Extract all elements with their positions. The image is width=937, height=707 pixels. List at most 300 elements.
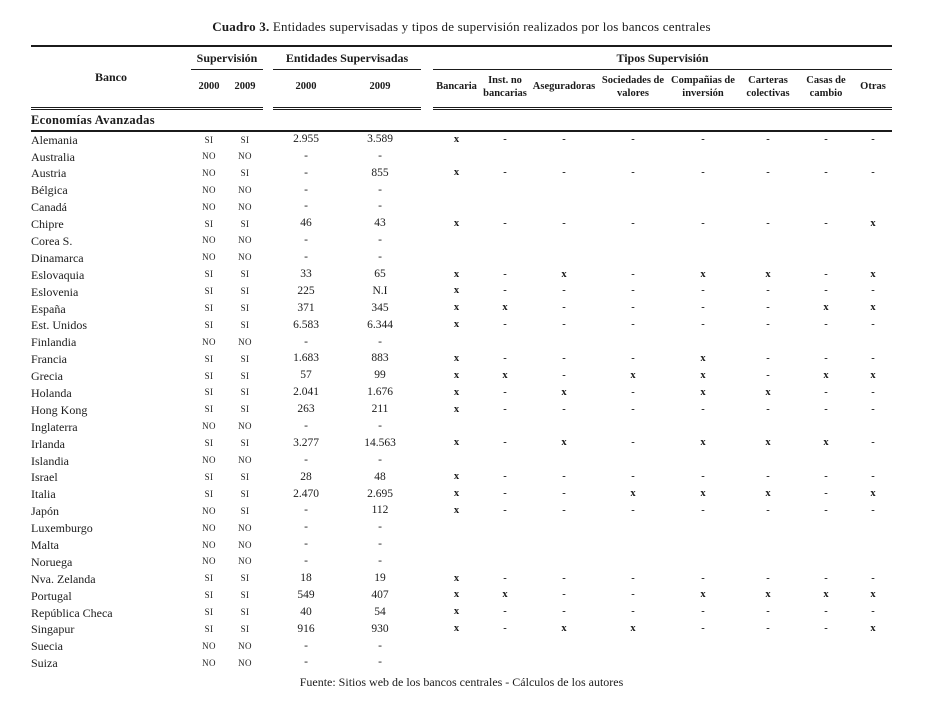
bank-name-cell: Nva. Zelanda xyxy=(31,571,96,586)
type-mark-cell xyxy=(668,452,738,469)
supervision-2009-cell: SI xyxy=(240,387,250,398)
column-gap xyxy=(421,148,433,165)
type-mark-cell xyxy=(854,553,892,570)
bank-name-cell: Est. Unidos xyxy=(31,318,88,333)
type-mark-cell: x xyxy=(765,437,771,449)
type-mark-cell xyxy=(433,452,480,469)
supervision-2009-cell: SI xyxy=(240,353,250,364)
type-mark-cell: x xyxy=(561,623,567,635)
entities-2000-cell: - xyxy=(304,251,308,264)
bank-name-cell: Holanda xyxy=(31,385,72,400)
column-gap xyxy=(263,570,273,587)
table-row xyxy=(31,199,892,216)
type-mark-cell: - xyxy=(766,403,770,415)
bank-name-cell: Corea S. xyxy=(31,233,73,248)
type-mark-cell: x xyxy=(453,606,460,618)
supervision-2000-cell: SI xyxy=(204,319,214,330)
supervision-2000-cell: SI xyxy=(204,353,214,364)
type-mark-cell: - xyxy=(503,572,507,584)
supervision-2009-cell: SI xyxy=(240,590,250,601)
type-mark-cell: - xyxy=(562,217,566,229)
bank-name-cell: Alemania xyxy=(31,133,78,148)
type-mark-cell: - xyxy=(824,352,828,364)
type-mark-cell: - xyxy=(631,606,635,618)
type-mark-cell: - xyxy=(562,285,566,297)
entities-2009-cell: 1.676 xyxy=(367,386,393,399)
col-header-banco: Banco xyxy=(31,46,191,109)
type-mark-cell: x xyxy=(823,589,829,601)
type-mark-cell: x xyxy=(700,488,706,500)
bank-name-cell: Canadá xyxy=(31,200,67,215)
column-gap xyxy=(421,233,433,250)
supervision-table xyxy=(31,45,892,672)
type-mark-cell xyxy=(433,553,480,570)
supervision-2009-cell: NO xyxy=(238,556,252,567)
column-gap xyxy=(421,109,433,132)
column-gap xyxy=(263,165,273,182)
entities-2000-cell: 6.583 xyxy=(293,318,319,331)
type-mark-cell xyxy=(738,638,798,655)
type-mark-cell: - xyxy=(824,133,828,145)
type-mark-cell xyxy=(598,553,668,570)
column-gap xyxy=(421,351,433,368)
table-row xyxy=(31,553,892,570)
type-mark-cell: - xyxy=(631,589,635,601)
type-mark-cell xyxy=(480,537,530,554)
type-mark-cell: x xyxy=(765,488,771,500)
type-mark-cell: - xyxy=(562,133,566,145)
type-mark-cell: - xyxy=(766,623,770,635)
type-mark-cell: x xyxy=(453,369,460,381)
col-header-entidades-2000: 2000 xyxy=(273,70,339,109)
type-mark-cell: x xyxy=(630,623,636,635)
type-mark-cell: x xyxy=(765,589,771,601)
supervision-2000-cell: SI xyxy=(204,607,214,618)
column-gap xyxy=(421,418,433,435)
type-mark-cell: x xyxy=(453,403,460,415)
column-gap xyxy=(263,283,273,300)
bank-name-cell: Grecia xyxy=(31,369,63,384)
type-mark-cell: - xyxy=(562,504,566,516)
type-mark-cell xyxy=(530,334,598,351)
type-mark-cell xyxy=(530,553,598,570)
bank-name-cell: República Checa xyxy=(31,605,113,620)
column-gap xyxy=(421,131,433,148)
column-gap xyxy=(421,570,433,587)
supervision-2000-cell: SI xyxy=(204,573,214,584)
type-mark-cell: - xyxy=(562,471,566,483)
type-mark-cell: - xyxy=(824,504,828,516)
type-mark-cell xyxy=(668,638,738,655)
column-gap xyxy=(421,486,433,503)
entities-2009-cell: 112 xyxy=(371,504,389,517)
table-row xyxy=(31,351,892,368)
type-mark-cell: - xyxy=(503,319,507,331)
supervision-2000-cell: NO xyxy=(202,640,216,651)
supervision-2009-cell: NO xyxy=(238,201,252,212)
column-gap xyxy=(263,452,273,469)
type-mark-cell: x xyxy=(870,623,876,635)
type-mark-cell xyxy=(738,334,798,351)
col-header-inst-no-bancarias: Inst. no bancarias xyxy=(480,70,530,109)
column-gap xyxy=(263,621,273,638)
supervision-2009-cell: NO xyxy=(238,252,252,263)
table-title-text: Entidades supervisadas y tipos de supervisión realizados por los bancos centrales xyxy=(269,19,711,34)
type-mark-cell: - xyxy=(824,386,828,398)
supervision-2009-cell: SI xyxy=(240,370,250,381)
type-mark-cell xyxy=(798,537,854,554)
type-mark-cell: x xyxy=(630,488,636,500)
type-mark-cell xyxy=(480,655,530,672)
table-row xyxy=(31,216,892,233)
supervision-2009-cell: NO xyxy=(238,336,252,347)
col-header-companias-de-inversion: Compañias de inversión xyxy=(668,70,738,109)
supervision-2000-cell: NO xyxy=(202,539,216,550)
type-mark-cell: - xyxy=(631,167,635,179)
type-mark-cell xyxy=(433,148,480,165)
type-mark-cell: - xyxy=(701,572,705,584)
supervision-2000-cell: SI xyxy=(204,488,214,499)
type-mark-cell xyxy=(854,148,892,165)
type-mark-cell: - xyxy=(871,403,875,415)
bank-name-cell: Suiza xyxy=(31,656,58,671)
type-mark-cell: - xyxy=(701,623,705,635)
type-mark-cell xyxy=(530,233,598,250)
column-gap xyxy=(421,638,433,655)
type-mark-cell: x xyxy=(561,268,567,280)
column-gap xyxy=(421,182,433,199)
type-mark-cell: - xyxy=(562,352,566,364)
type-mark-cell: - xyxy=(701,217,705,229)
column-gap xyxy=(421,283,433,300)
column-gap xyxy=(421,435,433,452)
col-header-bancaria: Bancaria xyxy=(433,70,480,109)
entities-2000-cell: - xyxy=(304,234,308,247)
supervision-2009-cell: SI xyxy=(240,167,250,178)
type-mark-cell: x xyxy=(700,369,706,381)
type-mark-cell: x xyxy=(453,572,460,584)
column-gap xyxy=(263,503,273,520)
column-gap xyxy=(263,233,273,250)
table-header xyxy=(31,46,892,109)
supervision-2009-cell: NO xyxy=(238,421,252,432)
supervision-2000-cell: NO xyxy=(202,556,216,567)
supervision-2000-cell: SI xyxy=(204,303,214,314)
col-header-entidades-2009: 2009 xyxy=(339,70,421,109)
bank-name-cell: Eslovenia xyxy=(31,284,79,299)
type-mark-cell: - xyxy=(701,302,705,314)
type-mark-cell: - xyxy=(871,133,875,145)
supervision-2009-cell: NO xyxy=(238,657,252,668)
type-mark-cell xyxy=(480,148,530,165)
type-mark-cell: - xyxy=(503,623,507,635)
supervision-2009-cell: NO xyxy=(238,522,252,533)
supervision-2000-cell: NO xyxy=(202,167,216,178)
column-gap xyxy=(263,368,273,385)
type-mark-cell: x xyxy=(765,268,771,280)
column-gap xyxy=(263,199,273,216)
type-mark-cell: - xyxy=(871,572,875,584)
column-gap xyxy=(263,385,273,402)
table-row xyxy=(31,570,892,587)
table-row xyxy=(31,435,892,452)
entities-2009-cell: 6.344 xyxy=(367,318,393,331)
type-mark-cell: - xyxy=(766,217,770,229)
type-mark-cell: x xyxy=(870,589,876,601)
type-mark-cell xyxy=(598,249,668,266)
col-header-carteras-colectivas: Carteras colectivas xyxy=(738,70,798,109)
type-mark-cell: - xyxy=(766,285,770,297)
bank-name-cell: Italia xyxy=(31,487,56,502)
bank-name-cell: Irlanda xyxy=(31,436,65,451)
type-mark-cell xyxy=(433,520,480,537)
supervision-2009-cell: NO xyxy=(238,539,252,550)
type-mark-cell: - xyxy=(871,471,875,483)
column-gap xyxy=(263,249,273,266)
bank-name-cell: Japón xyxy=(31,504,59,519)
type-mark-cell xyxy=(598,148,668,165)
type-mark-cell: - xyxy=(824,319,828,331)
type-mark-cell: - xyxy=(824,488,828,500)
type-mark-cell xyxy=(854,638,892,655)
type-mark-cell: - xyxy=(562,369,566,381)
type-mark-cell: x xyxy=(700,589,706,601)
entities-2000-cell: 916 xyxy=(297,622,315,635)
entities-2009-cell: 883 xyxy=(371,352,389,365)
type-mark-cell xyxy=(530,418,598,435)
group-header-tipos: Tipos Supervisión xyxy=(433,46,892,70)
type-mark-cell xyxy=(854,233,892,250)
type-mark-cell: x xyxy=(870,268,876,280)
type-mark-cell xyxy=(480,638,530,655)
type-mark-cell: - xyxy=(503,217,507,229)
column-gap xyxy=(263,638,273,655)
table-row xyxy=(31,469,892,486)
type-mark-cell: - xyxy=(631,302,635,314)
type-mark-cell: - xyxy=(631,437,635,449)
table-row xyxy=(31,486,892,503)
type-mark-cell: - xyxy=(824,471,828,483)
column-gap xyxy=(421,199,433,216)
supervision-2009-cell: SI xyxy=(240,319,250,330)
type-mark-cell xyxy=(854,418,892,435)
type-mark-cell xyxy=(854,182,892,199)
type-mark-cell xyxy=(738,537,798,554)
supervision-2009-cell: SI xyxy=(240,269,250,280)
entities-2009-cell: - xyxy=(378,183,382,196)
column-gap xyxy=(263,435,273,452)
entities-2000-cell: - xyxy=(304,538,308,551)
type-mark-cell xyxy=(433,334,480,351)
supervision-2000-cell: SI xyxy=(204,590,214,601)
type-mark-cell xyxy=(480,182,530,199)
column-gap xyxy=(263,131,273,148)
supervision-2009-cell: SI xyxy=(240,505,250,516)
type-mark-cell xyxy=(668,249,738,266)
type-mark-cell: - xyxy=(871,437,875,449)
table-row xyxy=(31,401,892,418)
col-header-casas-de-cambio: Casas de cambio xyxy=(798,70,854,109)
type-mark-cell: - xyxy=(701,167,705,179)
type-mark-cell xyxy=(854,249,892,266)
supervision-2009-cell: SI xyxy=(240,607,250,618)
supervision-2000-cell: NO xyxy=(202,505,216,516)
supervision-2009-cell: SI xyxy=(240,286,250,297)
column-gap xyxy=(421,385,433,402)
entities-2009-cell: 3.589 xyxy=(367,133,393,146)
supervision-2000-cell: SI xyxy=(204,286,214,297)
supervision-2009-cell: SI xyxy=(240,573,250,584)
entities-2000-cell: 57 xyxy=(300,369,312,382)
table-row xyxy=(31,233,892,250)
type-mark-cell: - xyxy=(766,352,770,364)
supervision-2009-cell: NO xyxy=(238,151,252,162)
table-row xyxy=(31,148,892,165)
entities-2009-cell: N.I xyxy=(372,284,388,297)
col-header-aseguradoras: Aseguradoras xyxy=(530,70,598,109)
type-mark-cell: - xyxy=(631,217,635,229)
bank-name-cell: Israel xyxy=(31,470,58,485)
table-title xyxy=(31,19,892,35)
type-mark-cell: - xyxy=(562,606,566,618)
supervision-2000-cell: SI xyxy=(204,471,214,482)
type-mark-cell: - xyxy=(871,319,875,331)
type-mark-cell: - xyxy=(766,471,770,483)
type-mark-cell: - xyxy=(631,133,635,145)
type-mark-cell xyxy=(598,452,668,469)
bank-name-cell: Hong Kong xyxy=(31,402,88,417)
column-gap xyxy=(263,401,273,418)
bank-name-cell: España xyxy=(31,301,66,316)
entities-2009-cell: 14.563 xyxy=(364,436,396,449)
type-mark-cell xyxy=(598,418,668,435)
type-mark-cell: - xyxy=(766,302,770,314)
supervision-2009-cell: SI xyxy=(240,438,250,449)
type-mark-cell xyxy=(738,148,798,165)
type-mark-cell: x xyxy=(453,217,460,229)
type-mark-cell xyxy=(598,638,668,655)
table-row xyxy=(31,520,892,537)
type-mark-cell xyxy=(854,452,892,469)
entities-2000-cell: - xyxy=(304,149,308,162)
type-mark-cell: - xyxy=(631,268,635,280)
type-mark-cell xyxy=(668,520,738,537)
type-mark-cell xyxy=(530,249,598,266)
type-mark-cell: x xyxy=(502,369,508,381)
type-mark-cell xyxy=(798,148,854,165)
type-mark-cell: - xyxy=(701,606,705,618)
type-mark-cell: - xyxy=(503,403,507,415)
bank-name-cell: Dinamarca xyxy=(31,250,84,265)
type-mark-cell: - xyxy=(701,133,705,145)
type-mark-cell: - xyxy=(562,572,566,584)
table-row xyxy=(31,452,892,469)
column-gap xyxy=(263,148,273,165)
type-mark-cell: - xyxy=(824,167,828,179)
table-body xyxy=(31,131,892,672)
type-mark-cell: - xyxy=(766,369,770,381)
type-mark-cell: x xyxy=(453,437,460,449)
table-row xyxy=(31,165,892,182)
entities-2009-cell: - xyxy=(378,538,382,551)
bank-name-cell: Islandia xyxy=(31,453,69,468)
type-mark-cell xyxy=(433,182,480,199)
entities-2009-cell: - xyxy=(378,420,382,433)
type-mark-cell: - xyxy=(701,403,705,415)
type-mark-cell: - xyxy=(824,217,828,229)
type-mark-cell: x xyxy=(453,302,460,314)
supervision-2000-cell: SI xyxy=(204,387,214,398)
table-row xyxy=(31,249,892,266)
type-mark-cell: - xyxy=(562,302,566,314)
type-mark-cell: x xyxy=(453,133,460,145)
type-mark-cell xyxy=(668,537,738,554)
type-mark-cell xyxy=(738,418,798,435)
column-gap xyxy=(263,109,273,132)
supervision-2000-cell: SI xyxy=(204,404,214,415)
bank-name-cell: Chipre xyxy=(31,217,64,232)
supervision-2009-cell: SI xyxy=(240,303,250,314)
supervision-2000-cell: SI xyxy=(204,438,214,449)
table-row xyxy=(31,368,892,385)
group-header-supervision: Supervisión xyxy=(191,46,263,70)
type-mark-cell: - xyxy=(631,471,635,483)
type-mark-cell: x xyxy=(870,302,876,314)
section-header-economias-avanzadas: Economías Avanzadas xyxy=(31,109,263,132)
supervision-2000-cell: NO xyxy=(202,336,216,347)
supervision-2000-cell: SI xyxy=(204,218,214,229)
entities-2009-cell: - xyxy=(378,335,382,348)
type-mark-cell: x xyxy=(700,437,706,449)
entities-2009-cell: - xyxy=(378,234,382,247)
supervision-2000-cell: SI xyxy=(204,623,214,634)
type-mark-cell: - xyxy=(824,606,828,618)
supervision-2009-cell: NO xyxy=(238,235,252,246)
table-row xyxy=(31,283,892,300)
supervision-2009-cell: NO xyxy=(238,455,252,466)
entities-2009-cell: - xyxy=(378,200,382,213)
type-mark-cell: - xyxy=(871,285,875,297)
column-gap xyxy=(421,368,433,385)
entities-2000-cell: - xyxy=(304,639,308,652)
type-mark-cell: - xyxy=(562,319,566,331)
type-mark-cell: x xyxy=(823,437,829,449)
type-mark-cell xyxy=(668,148,738,165)
table-row xyxy=(31,604,892,621)
type-mark-cell: - xyxy=(824,623,828,635)
entities-2009-cell: - xyxy=(378,656,382,669)
type-mark-cell xyxy=(798,199,854,216)
type-mark-cell xyxy=(433,249,480,266)
supervision-2009-cell: NO xyxy=(238,184,252,195)
supervision-2000-cell: SI xyxy=(204,134,214,145)
type-mark-cell: - xyxy=(871,386,875,398)
type-mark-cell xyxy=(598,334,668,351)
column-gap xyxy=(263,300,273,317)
entities-2000-cell: - xyxy=(304,166,308,179)
type-mark-cell xyxy=(854,537,892,554)
type-mark-cell xyxy=(738,182,798,199)
entities-2000-cell: 2.041 xyxy=(293,386,319,399)
supervision-2000-cell: NO xyxy=(202,151,216,162)
entities-2000-cell: - xyxy=(304,420,308,433)
type-mark-cell: x xyxy=(453,285,460,297)
type-mark-cell: - xyxy=(766,572,770,584)
column-gap xyxy=(421,165,433,182)
supervision-2009-cell: NO xyxy=(238,640,252,651)
entities-2009-cell: - xyxy=(378,521,382,534)
type-mark-cell xyxy=(738,249,798,266)
